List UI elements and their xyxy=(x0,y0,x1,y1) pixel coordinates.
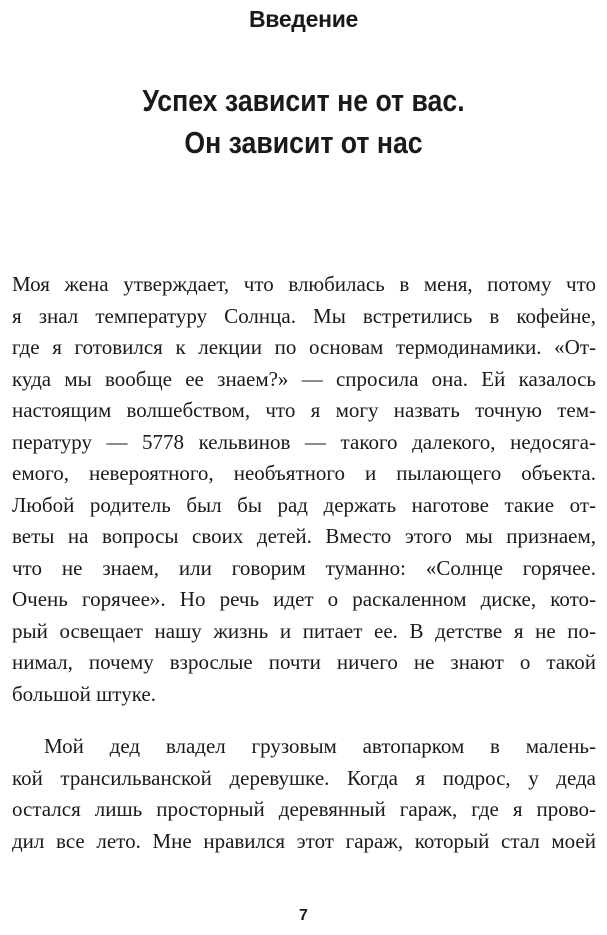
text-line: веты на вопросы своих детей. Вместо этого мы признаем, xyxy=(12,524,596,548)
paragraph-1 xyxy=(12,269,596,710)
text-line: дил все лето. Мне нравился этот гараж, который стал моей xyxy=(12,828,596,853)
text-line: куда мы вообще ее знаем?» — спросила она. Ей казалось xyxy=(12,366,596,391)
page-number: 7 xyxy=(299,907,308,924)
text-line: Очень горячее». Но речь идет о раскаленном диске, кото- xyxy=(12,587,596,611)
paragraph-2 xyxy=(12,731,596,857)
chapter-header: Введение xyxy=(248,6,359,32)
text-line: кой трансильванской деревушке. Когда я подрос, у деда xyxy=(12,765,596,790)
chapter-title-line-1: Успех зависит не от вас. xyxy=(142,83,465,118)
text-line: емого, невероятного, необъятного и пылающего объекта. xyxy=(12,461,596,485)
text-line: нимал, почему взрослые почти ничего не знают о такой xyxy=(12,650,596,674)
text-line: рый освещает нашу жизнь и питает ее. В детстве я не по- xyxy=(12,618,596,643)
text-line: где я готовился к лекции по основам термодинамики. «От- xyxy=(12,335,596,359)
chapter-title xyxy=(42,80,564,164)
text-line: настоящим волшебством, что я могу назвать точную тем- xyxy=(12,398,596,422)
chapter-title-line-2: Он зависит от нас xyxy=(184,125,423,160)
text-line: пературу — 5778 кельвинов — такого далекого, недосяга- xyxy=(12,429,596,454)
text-line: Любой родитель был бы рад держать наготове такие от- xyxy=(12,492,596,517)
text-line: я знал температуру Солнца. Мы встретились в кофейне, xyxy=(12,303,596,328)
text-line: большой штуке. xyxy=(12,681,156,706)
text-line: что не знаем, или говорим туманно: «Солнце горячее. xyxy=(12,555,596,580)
text-line: остался лишь просторный деревянный гараж, где я прово- xyxy=(12,797,596,821)
text-line: Моя жена утверждает, что влюбилась в меня, потому что xyxy=(12,272,596,296)
text-line: Мой дед владел грузовым автопарком в малень- xyxy=(44,734,596,758)
